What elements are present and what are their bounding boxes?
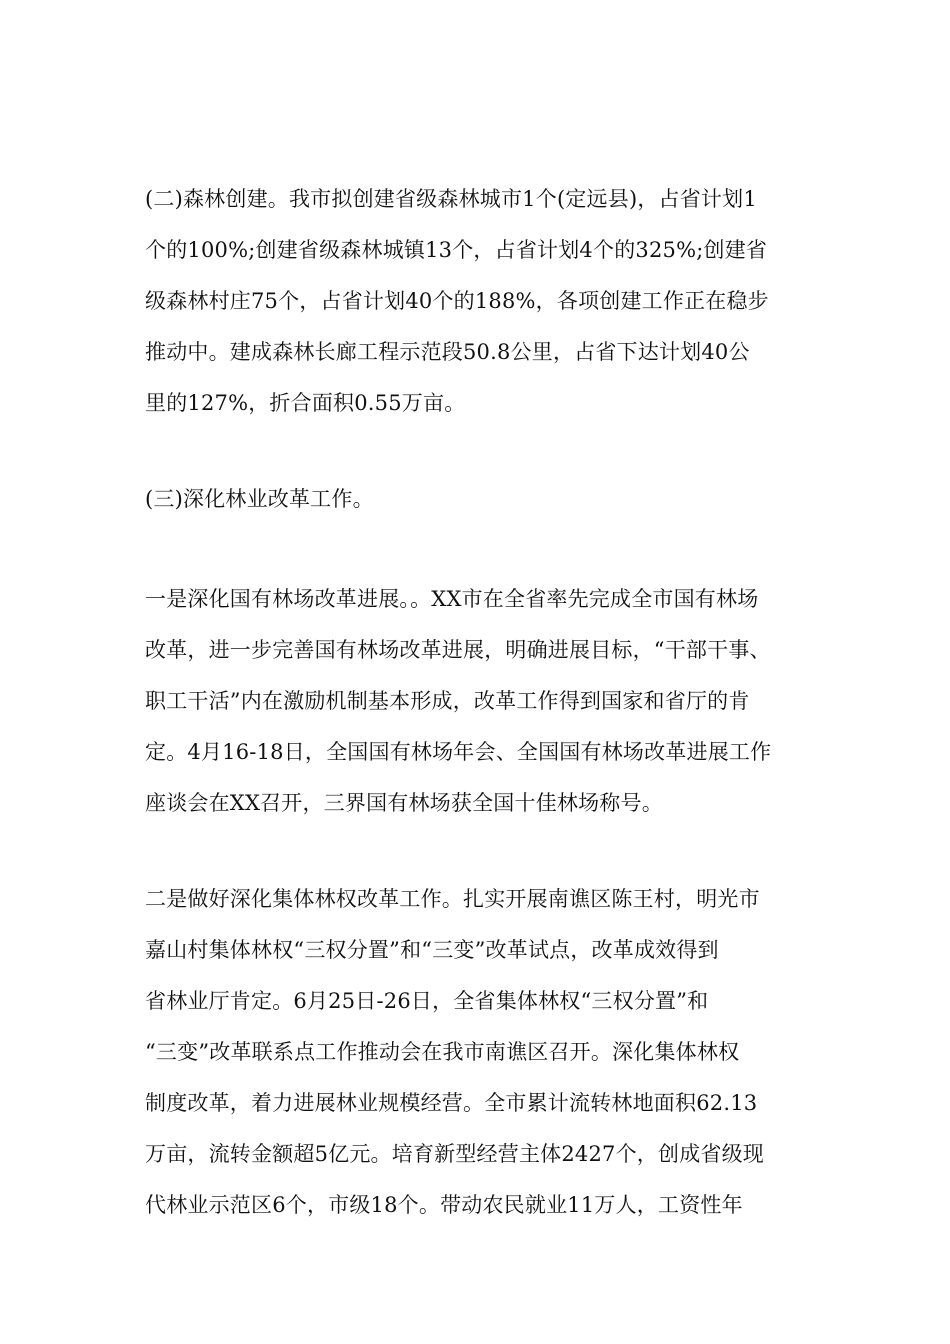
text-line: “三变”改革联系点工作推动会在我市南谯区召开。深化集体林权 — [145, 1040, 740, 1064]
text-line: 推动中。建成森林长廊工程示范段50.8公里，占省下达计划40公 — [145, 340, 750, 364]
text-line: 改革，进一步完善国有林场改革进展，明确进展目标，“干部干事、 — [145, 638, 771, 662]
paragraph-forest-creation — [145, 174, 825, 429]
text-line: 职工干活”内在激励机制基本形成，改革工作得到国家和省厅的肯 — [145, 689, 750, 713]
text-line: 嘉山村集体林权“三权分置”和“三变”改革试点，改革成效得到 — [145, 938, 719, 962]
text-line: 代林业示范区6个，市级18个。带动农民就业11万人，工资性年 — [145, 1193, 743, 1217]
section-heading-forestry-reform — [145, 474, 825, 525]
text-line: 省林业厅肯定。6月25日-26日，全省集体林权“三权分置”和 — [145, 989, 709, 1013]
text-line: 万亩，流转金额超5亿元。培育新型经营主体2427个，创成省级现 — [145, 1142, 765, 1166]
text-line: 座谈会在XX召开，三界国有林场获全国十佳林场称号。 — [145, 791, 663, 815]
text-line: 一是深化国有林场改革进展。。XX市在全省率先完成全市国有林场 — [145, 587, 759, 611]
text-line: 二是做好深化集体林权改革工作。扎实开展南谯区陈王村，明光市 — [145, 887, 760, 911]
text-line: 个的100%;创建省级森林城镇13个，占省计划4个的325%;创建省 — [145, 238, 768, 262]
text-line: (三)深化林业改革工作。 — [145, 487, 374, 511]
text-line: 定。4月16-18日，全国国有林场年会、全国国有林场改革进展工作 — [145, 740, 772, 764]
text-line: 里的127%，折合面积0.55万亩。 — [145, 391, 466, 415]
paragraph-collective-forest-reform — [145, 874, 825, 1231]
text-line: (二)森林创建。我市拟创建省级森林城市1个(定远县)，占省计划1 — [145, 187, 757, 211]
text-line: 制度改革，着力进展林业规模经营。全市累计流转林地面积62.13 — [145, 1091, 758, 1115]
paragraph-state-forest-farm-reform — [145, 574, 825, 829]
text-line: 级森林村庄75个，占省计划40个的188%，各项创建工作正在稳步 — [145, 289, 769, 313]
